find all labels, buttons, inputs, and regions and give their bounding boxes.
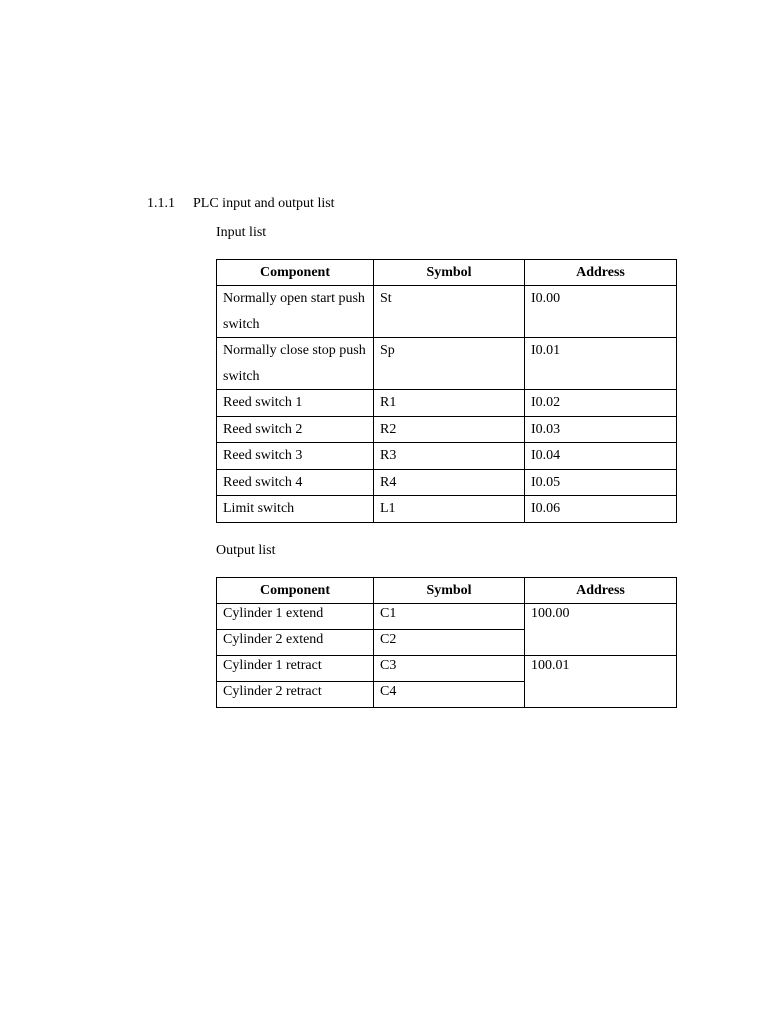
table-header-row: [217, 260, 677, 286]
component-cell: Cylinder 1 retract: [217, 656, 374, 682]
component-cell: Reed switch 3: [217, 443, 374, 470]
column-header-component: Component: [217, 578, 374, 604]
address-cell: I0.02: [525, 390, 677, 417]
output-list-table: [216, 577, 677, 708]
address-cell: 100.00: [525, 604, 677, 656]
component-cell: Cylinder 2 retract: [217, 682, 374, 708]
component-cell: Normally open start push switch: [217, 286, 374, 338]
table-row: [217, 656, 677, 682]
address-cell: 100.01: [525, 656, 677, 708]
symbol-cell: R4: [374, 469, 525, 496]
address-cell: I0.03: [525, 416, 677, 443]
address-cell: I0.06: [525, 496, 677, 523]
table-row: [217, 338, 677, 390]
symbol-cell: C2: [374, 630, 525, 656]
input-list-label: Input list: [216, 225, 267, 240]
table-row: [217, 496, 677, 523]
component-cell: Cylinder 2 extend: [217, 630, 374, 656]
section-heading: [147, 195, 335, 213]
table-row: [217, 469, 677, 496]
address-cell: I0.04: [525, 443, 677, 470]
component-cell: Reed switch 1: [217, 390, 374, 417]
component-cell: Reed switch 2: [217, 416, 374, 443]
table-row: [217, 604, 677, 630]
component-cell: Cylinder 1 extend: [217, 604, 374, 630]
symbol-cell: C3: [374, 656, 525, 682]
column-header-address: Address: [525, 260, 677, 286]
input-list-table: [216, 259, 677, 523]
address-cell: I0.05: [525, 469, 677, 496]
table-header-row: [217, 578, 677, 604]
component-cell: Reed switch 4: [217, 469, 374, 496]
symbol-cell: C4: [374, 682, 525, 708]
address-cell: I0.00: [525, 286, 677, 338]
section-number: 1.1.1: [147, 196, 175, 211]
section-title: PLC input and output list: [193, 196, 335, 211]
symbol-cell: St: [374, 286, 525, 338]
column-header-symbol: Symbol: [374, 578, 525, 604]
column-header-component: Component: [217, 260, 374, 286]
component-cell: Normally close stop push switch: [217, 338, 374, 390]
table-row: [217, 416, 677, 443]
column-header-symbol: Symbol: [374, 260, 525, 286]
output-list-label: Output list: [216, 543, 276, 558]
symbol-cell: R1: [374, 390, 525, 417]
symbol-cell: R3: [374, 443, 525, 470]
symbol-cell: Sp: [374, 338, 525, 390]
address-cell: I0.01: [525, 338, 677, 390]
table-row: [217, 286, 677, 338]
table-row: [217, 390, 677, 417]
component-cell: Limit switch: [217, 496, 374, 523]
column-header-address: Address: [525, 578, 677, 604]
symbol-cell: L1: [374, 496, 525, 523]
symbol-cell: C1: [374, 604, 525, 630]
symbol-cell: R2: [374, 416, 525, 443]
table-row: [217, 443, 677, 470]
